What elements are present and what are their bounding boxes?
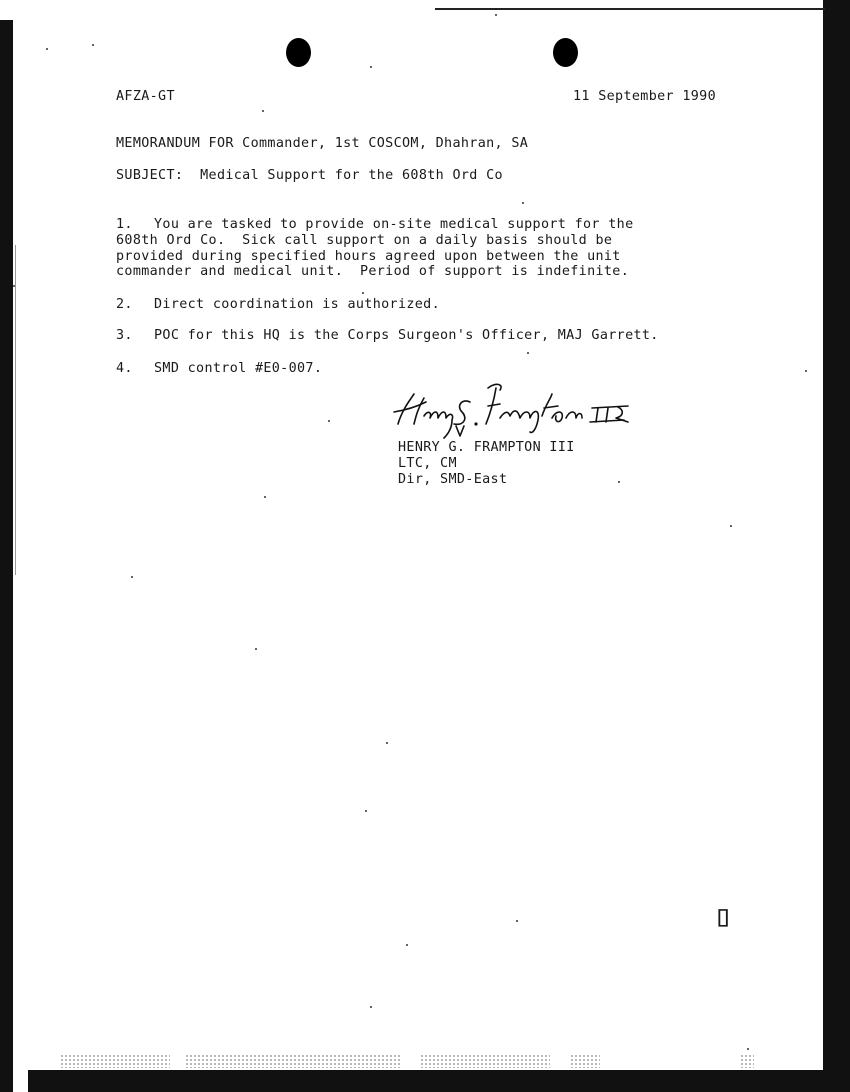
subject-line: SUBJECT: Medical Support for the 608th Ord Co (116, 168, 503, 183)
signer-rank: LTC, CM (398, 456, 457, 471)
memo-date: 11 September 1990 (573, 89, 717, 104)
scan-speck (131, 576, 133, 578)
scan-left-rule (15, 245, 16, 575)
signer-name: HENRY G. FRAMPTON III (398, 440, 575, 455)
handwritten-signature (392, 380, 642, 440)
paragraph-number: 3. (116, 328, 133, 343)
memorandum-for-line: MEMORANDUM FOR Commander, 1st COSCOM, Dhahran, SA (116, 136, 529, 151)
scan-speck (516, 920, 518, 922)
scan-border-right (823, 0, 850, 1092)
paragraph-number: 1. (116, 217, 133, 232)
office-symbol: AFZA-GT (116, 89, 175, 104)
scan-speck (255, 648, 257, 650)
scan-speck (264, 496, 266, 498)
paragraph-line: Direct coordination is authorized. (154, 297, 441, 312)
scan-noise (60, 1054, 170, 1068)
scan-speck (730, 525, 732, 527)
scan-noise (185, 1054, 400, 1068)
paragraph-line: You are tasked to provide on-site medical support for the (154, 217, 634, 232)
scan-speck (495, 14, 497, 16)
paragraph-line: 608th Ord Co. Sick call support on a daily basis should be (116, 233, 613, 248)
scan-speck (805, 370, 807, 372)
paragraph-line: SMD control #E0-007. (154, 361, 323, 376)
scan-speck (13, 285, 15, 287)
scan-border-bottom (28, 1070, 850, 1092)
paragraph-line: POC for this HQ is the Corps Surgeon's Officer, MAJ Garrett. (154, 328, 659, 343)
scan-speck (262, 110, 264, 112)
scan-speck (747, 1048, 749, 1050)
scan-speck (46, 48, 48, 50)
paragraph-number: 2. (116, 297, 133, 312)
paragraph-line: commander and medical unit. Period of support is indefinite. (116, 264, 630, 279)
corner-box-mark: ⌷ (716, 904, 731, 932)
scan-noise (740, 1054, 754, 1068)
signer-title: Dir, SMD-East (398, 472, 508, 487)
scan-speck (92, 44, 94, 46)
paragraph-line: provided during specified hours agreed upon between the unit (116, 249, 621, 264)
scan-speck (365, 810, 367, 812)
scan-top-rule (435, 8, 825, 10)
scan-speck (370, 1006, 372, 1008)
scan-speck (370, 66, 372, 68)
scan-speck (527, 352, 529, 354)
scan-speck (522, 202, 524, 204)
scan-noise (420, 1054, 550, 1068)
scan-speck (406, 944, 408, 946)
scan-speck (328, 420, 330, 422)
paragraph-number: 4. (116, 361, 133, 376)
punch-hole-left (286, 38, 311, 67)
scan-speck (362, 292, 364, 294)
scan-speck (386, 742, 388, 744)
punch-hole-right (553, 38, 578, 67)
scan-border-left (0, 20, 13, 1092)
scan-speck (618, 481, 620, 483)
scan-noise (570, 1054, 600, 1068)
